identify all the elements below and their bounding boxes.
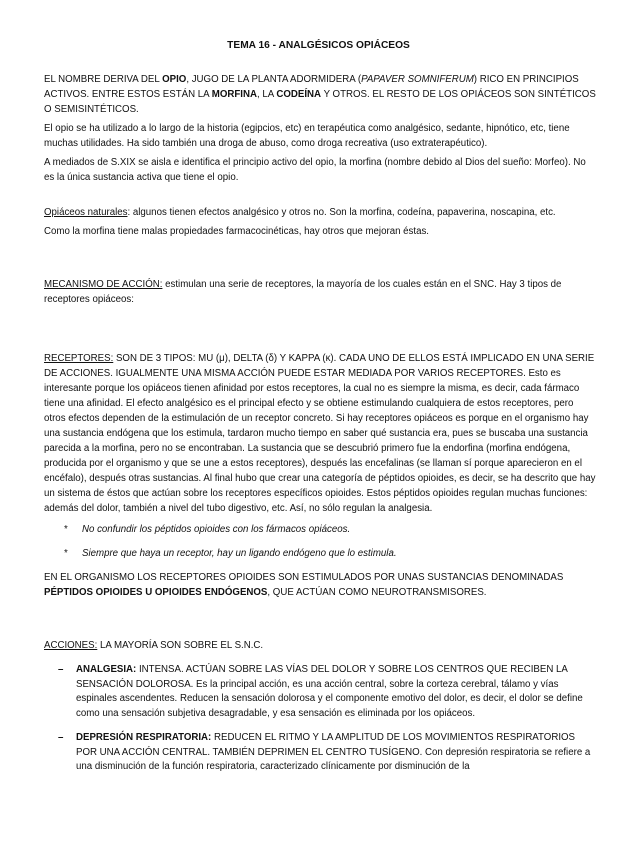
intro-paragraph-3: A mediados de S.XIX se aisla e identifica el principio activo del opio, la morfina (nombre debido al Dios del sueño: Morfeo). No es la única sustancia activa que tiene el opio. xyxy=(44,157,586,183)
term-codeina: CODEÍNA xyxy=(276,89,322,100)
item-text: INTENSA. ACTÚAN SOBRE LAS VÍAS DEL DOLOR Y SOBRE LOS CENTROS QUE RECIBEN LA SENSACIÓN DOLOROSA. Es la principal acción, es una acción central, sobre la corteza cerebral, tálamo y vías espinales ascendentes. Reducen la sensación dolorosa y el componente emotivo del dolor, es decir, el dolor se define como una sensación subjetiva desagradable, y esa sensación es eliminada por los opiáceos. xyxy=(76,664,583,719)
dash-marker: – xyxy=(58,732,64,743)
text-span: estimulan una serie de receptores, la mayoría de los cuales están en el SNC. Hay 3 tipos de receptores opiáceos: xyxy=(44,279,562,305)
text-span: EN EL ORGANISMO LOS RECEPTORES OPIOIDES SON ESTIMULADOS POR UNAS SUSTANCIAS DENOMINADAS xyxy=(44,572,564,583)
notes-list xyxy=(44,522,597,561)
text-span: LA MAYORÍA SON SOBRE EL S.N.C. xyxy=(97,640,264,651)
text-span: : algunos tienen efectos analgésico y otros no. Son la morfina, codeína, papaverina, noscapina, etc. xyxy=(127,207,556,218)
text-span: EL NOMBRE DERIVA DEL xyxy=(44,74,163,85)
dash-marker: – xyxy=(58,664,64,675)
acciones-paragraph xyxy=(44,638,597,653)
document-body xyxy=(44,72,597,785)
acciones-heading: ACCIONES: xyxy=(44,640,98,651)
item-text: REDUCEN EL RITMO Y LA AMPLITUD DE LOS MOVIMIENTOS RESPIRATORIOS POR UNA ACCIÓN CENTRAL. TAMBIÉN DEPRIMEN EL CENTRO TUSÍGENO. Con depresión respiratoria se refiere a una disminución de la función respiratoria, caracterizado clínicamente por disminución de la xyxy=(76,732,591,772)
receptores-heading: RECEPTORES: xyxy=(44,353,114,364)
text-span: SON DE 3 TIPOS: MU (μ), DELTA (δ) Y KAPPA (κ). CADA UNO DE ELLOS ESTÁ IMPLICADO EN UNA SERIE DE ACCIONES. IGUALMENTE UNA MISMA ACCIÓN PUEDE ESTAR MEDIADA POR VARIOS RECEPTORES. Esto es interesante porque los opiáceos tienen afinidad por estos receptores, la cual no es siempre la misma, es decir, cada fármaco tiene una afinidad. El efecto analgésico es el principal efecto y se obtiene estimulando cualquiera de estos receptores, pero otros efectos dependen de la estimulación de un receptor concreto. Si hay receptores opiáceos es porque en el organismo hay una sustancia endógena que los estimula, tardaron mucho tiempo en saber qué sustancia era, pues se buscaba una sustancia parecida a la morfina, pero no se encontraban. La sustancia que se descubrió primero fue la endorfina (morfina endógena, producida por el organismo y que se une a estos receptores), después las encefalinas (se llaman sí porque aparecieron en el encéfalo), después otras sustancias. Al final hubo que crear una categoría de péptidos opioides, es decir, se ha descrito que hay un sistema de éstos que actúan sobre los receptores específicos opioides. Estos péptidos opioides regulan muchas funciones: además del dolor, también a nivel del tubo digestivo, etc. Así, no sólo regulan la analgesia. xyxy=(44,353,596,514)
organismo-paragraph xyxy=(44,570,597,600)
naturales-paragraph-2: Como la morfina tiene malas propiedades farmacocinéticas, hay otros que mejoran éstas. xyxy=(44,226,430,237)
document-title: TEMA 16 - ANALGÉSICOS OPIÁCEOS xyxy=(227,40,410,51)
text-span: , QUE ACTÚAN COMO NEUROTRANSMISORES. xyxy=(267,587,487,598)
text-span: , JUGO DE LA PLANTA ADORMIDERA ( xyxy=(186,74,362,85)
species-name: PAPAVER SOMNIFERUM xyxy=(361,74,474,85)
intro-paragraph-1 xyxy=(44,72,597,117)
receptores-paragraph xyxy=(44,351,597,516)
intro-paragraph-2: El opio se ha utilizado a lo largo de la historia (egipcios, etc) en terapéutica como analgésico, sedante, hipnótico, etc, tiene muchas utilidades. Ha sido también una droga de abuso, como droga recreativa (uso extraterapéutico). xyxy=(44,123,570,149)
text-span: ) RICO EN PRINCIPIOS ACTIVOS. ENTRE ESTOS ESTÁN LA xyxy=(44,74,579,100)
term-depresion: DEPRESIÓN RESPIRATORIA: xyxy=(76,732,212,743)
mecanismo-paragraph xyxy=(44,277,597,307)
term-morfina: MORFINA xyxy=(211,89,257,100)
text-span: , LA xyxy=(256,89,277,100)
list-item xyxy=(44,522,597,537)
mecanismo-heading: MECANISMO DE ACCIÓN: xyxy=(44,279,163,290)
naturales-heading: Opiáceos naturales xyxy=(44,207,128,218)
term-opio: OPIO xyxy=(162,74,187,85)
term-peptidos: PÉPTIDOS OPIOIDES U OPIOIDES ENDÓGENOS xyxy=(44,587,268,598)
term-analgesia: ANALGESIA: xyxy=(76,664,137,675)
text-span: Y OTROS. EL RESTO DE LOS OPIÁCEOS SON SINTÉTICOS O SEMISINTÉTICOS. xyxy=(44,89,596,115)
list-item xyxy=(44,663,597,721)
list-item xyxy=(44,731,597,775)
asterisk-marker: * xyxy=(64,524,68,535)
asterisk-marker: * xyxy=(64,548,68,559)
acciones-list xyxy=(44,663,597,775)
note-text: No confundir los péptidos opioides con los fármacos opiáceos. xyxy=(82,524,351,535)
list-item xyxy=(44,546,597,561)
note-text: Siempre que haya un receptor, hay un ligando endógeno que lo estimula. xyxy=(82,548,397,559)
naturales-paragraph xyxy=(44,205,597,220)
